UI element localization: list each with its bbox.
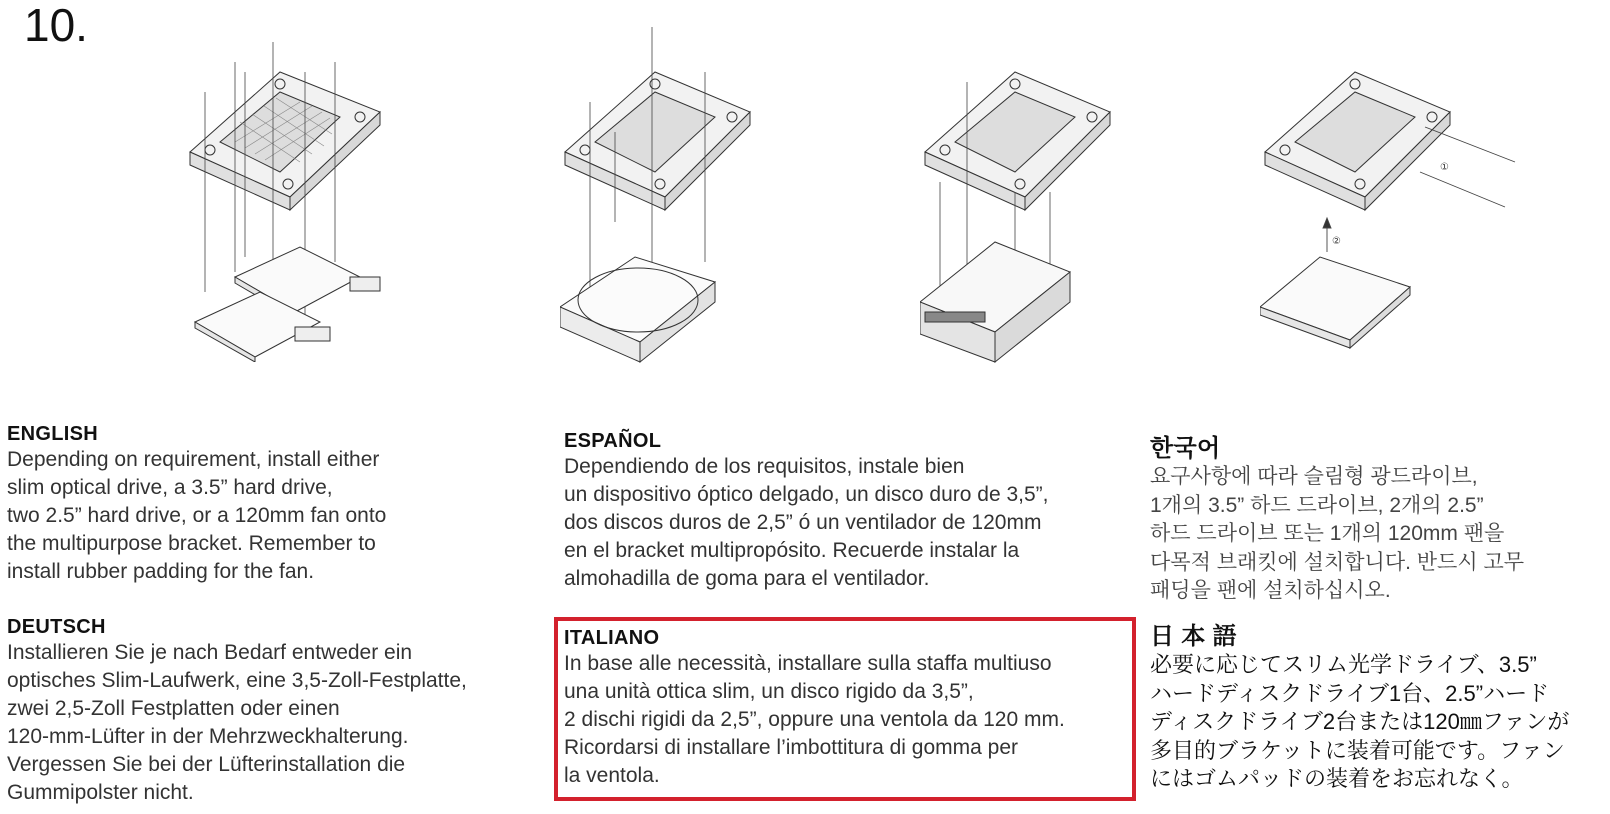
- section-korean: [1150, 428, 1605, 606]
- heading-japanese: 日 本 語: [1150, 623, 1237, 650]
- text-deutsch: Installieren Sie je nach Bedarf entweder ein optisches Slim-Laufwerk, eine 3,5-Zoll-Festplatte, zwei 2,5-Zoll Festplatten oder einen 120-mm-Lüfter in der Mehrzweckhalterung. Vergessen Sie bei der Lüfterinstallation die Gummipolster nicht.: [7, 641, 467, 804]
- figure-two-ssd: [180, 22, 420, 362]
- fan-icon: [560, 257, 715, 362]
- bracket-icon: [190, 72, 380, 210]
- figure-hdd: [920, 22, 1120, 367]
- heading-deutsch: DEUTSCH: [7, 616, 106, 638]
- figure-optical-drive: [1260, 22, 1560, 352]
- bracket-icon: [925, 72, 1110, 210]
- step-number: 10.: [24, 0, 88, 51]
- bracket-icon: [1265, 72, 1450, 210]
- heading-english: ENGLISH: [7, 423, 98, 445]
- text-espanol: Dependiendo de los requisitos, instale bien un dispositivo óptico delgado, un disco duro de 3,5”, dos discos duros de 2,5” ó un ventilador de 120mm en el bracket multipropósito. Recuerde instalar la almohadilla de goma para el ventilador.: [564, 455, 1049, 590]
- section-japanese: [1150, 616, 1605, 794]
- callout-2: ②: [1332, 236, 1341, 247]
- section-english: [7, 423, 537, 586]
- heading-korean: 한국어: [1150, 435, 1221, 462]
- optical-drive-icon: [1260, 257, 1410, 348]
- figure-fan: [560, 22, 760, 367]
- section-deutsch: [7, 616, 552, 807]
- hard-drive-icon: [920, 242, 1070, 362]
- arrow-in-upper: [1425, 127, 1515, 162]
- text-korean: 요구사항에 따라 슬림형 광드라이브, 1개의 3.5” 하드 드라이브, 2개의 2.5” 하드 드라이브 또는 1개의 120mm 팬을 다목적 브래킷에 설치합니다. 반드시 고무 패딩을 팬에 설치하십시오.: [1150, 465, 1525, 602]
- text-japanese: 必要に応じてスリム光学ドライブ、3.5” ハードディスクドライブ1台、2.5”ハード ディスクドライブ2台または120㎜ファンが 多目的ブラケットに装着可能です。ファン にはゴムパッドの装着をお忘れなく。: [1150, 652, 1570, 791]
- bracket-icon: [565, 72, 750, 210]
- heading-italiano: ITALIANO: [564, 627, 660, 649]
- section-espanol: [564, 430, 1124, 593]
- arrow-in-lower: [1420, 172, 1505, 207]
- heading-espanol: ESPAÑOL: [564, 430, 662, 452]
- callout-1: ①: [1440, 162, 1449, 173]
- text-english: Depending on requirement, install either slim optical drive, a 3.5” hard drive, two 2.5” hard drive, or a 120mm fan onto the multipurpose bracket. Remember to install rubber padding for the fan.: [7, 448, 387, 583]
- section-italiano: [564, 627, 1134, 790]
- text-italiano: In base alle necessità, installare sulla staffa multiuso una unità ottica slim, un disco rigido da 3,5”, 2 dischi rigidi da 2,5”, oppure una ventola da 120 mm. Ricordarsi di installare l’imbottitura di gomma per la ventola.: [564, 652, 1065, 787]
